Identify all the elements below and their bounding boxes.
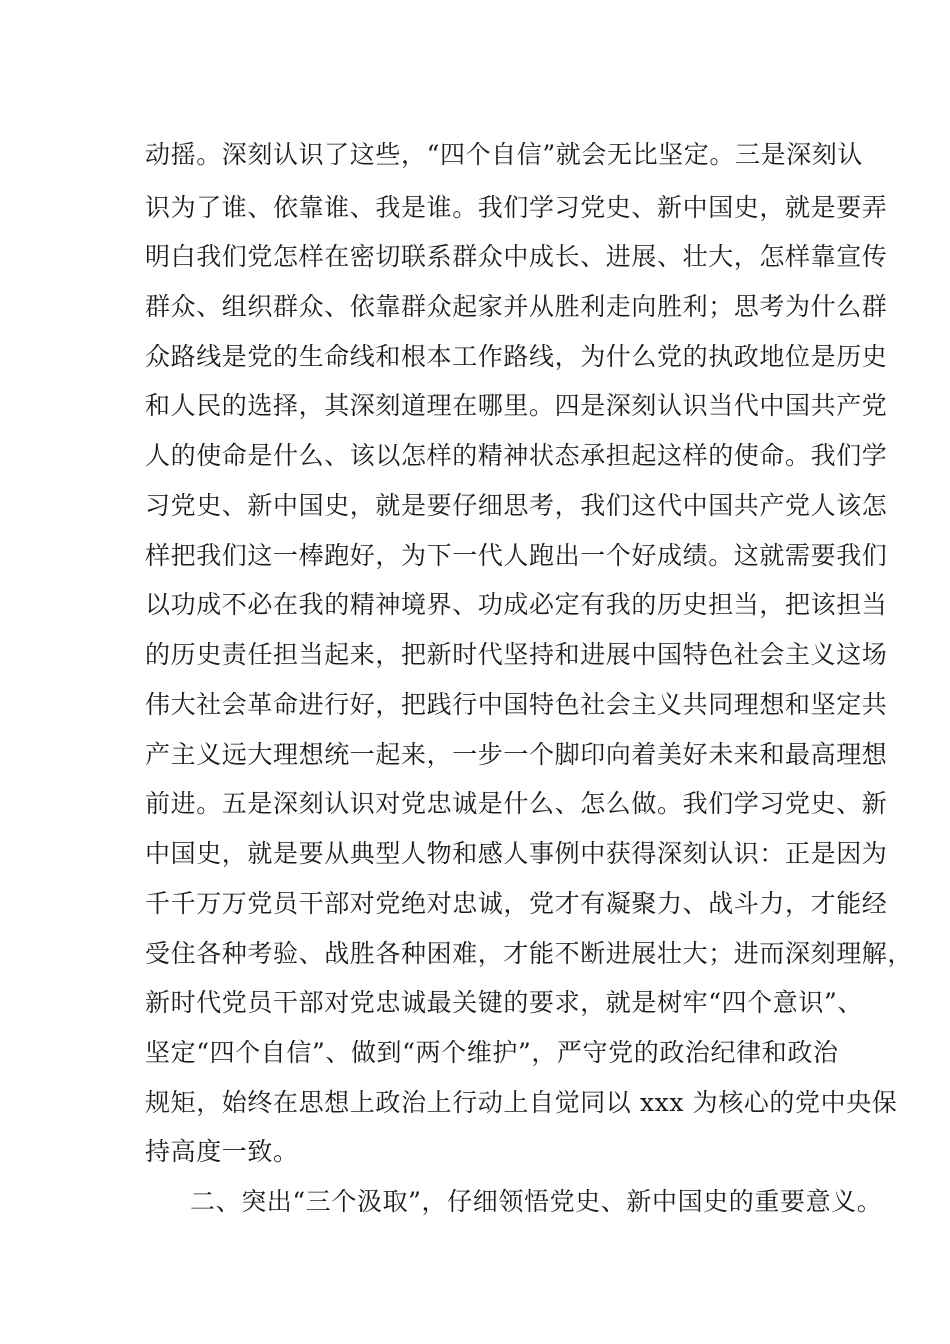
paragraph-line: 中国史，就是要从典型人物和感人事例中获得深刻认识：正是因为: [145, 839, 888, 868]
paragraph-line: 以功成不必在我的精神境界、功成必定有我的历史担当，把该担当: [145, 590, 888, 619]
paragraph-line: 坚定“四个自信”、做到“两个维护”，严守党的政治纪律和政治: [145, 1038, 839, 1067]
paragraph-line: 持高度一致。: [145, 1137, 299, 1166]
paragraph-line: 新时代党员干部对党忠诚最关键的要求，就是树牢“四个意识”、: [145, 988, 863, 1017]
paragraph-line: 前进。五是深刻认识对党忠诚是什么、怎么做。我们学习党史、新: [145, 789, 888, 818]
paragraph-line: 众路线是党的生命线和根本工作路线，为什么党的执政地位是历史: [145, 342, 888, 371]
paragraph-line: 动摇。深刻认识了这些，“四个自信”就会无比坚定。三是深刻认: [145, 140, 863, 169]
paragraph-line: 样把我们这一棒跑好，为下一代人跑出一个好成绩。这就需要我们: [145, 541, 888, 570]
paragraph-line: 群众、组织群众、依靠群众起家并从胜利走向胜利；思考为什么群: [145, 292, 888, 321]
paragraph-line: 受住各种考验、战胜各种困难，才能不断进展壮大；进而深刻理解，: [145, 939, 914, 968]
paragraph-line: 规矩，始终在思想上政治上行动上自觉同以 xxx 为核心的党中央保: [145, 1088, 898, 1117]
paragraph-line: 和人民的选择，其深刻道理在哪里。四是深刻认识当代中国共产党: [145, 391, 888, 420]
paragraph-line: 产主义远大理想统一起来，一步一个脚印向着美好未来和最高理想: [145, 740, 888, 769]
paragraph-line: 习党史、新中国史，就是要仔细思考，我们这代中国共产党人该怎: [145, 491, 888, 520]
paragraph-line: 人的使命是什么、该以怎样的精神状态承担起这样的使命。我们学: [145, 441, 888, 470]
paragraph-line: 千千万万党员干部对党绝对忠诚，党才有凝聚力、战斗力，才能经: [145, 889, 888, 918]
paragraph-line: 识为了谁、依靠谁、我是谁。我们学习党史、新中国史，就是要弄: [145, 193, 888, 222]
paragraph-line: 明白我们党怎样在密切联系群众中成长、进展、壮大，怎样靠宣传: [145, 242, 888, 271]
paragraph-line: 伟大社会革命进行好，把践行中国特色社会主义共同理想和坚定共: [145, 690, 888, 719]
section-heading: 二、突出“三个汲取”，仔细领悟党史、新中国史的重要意义。: [190, 1187, 883, 1216]
paragraph-line: 的历史责任担当起来，把新时代坚持和进展中国特色社会主义这场: [145, 640, 888, 669]
